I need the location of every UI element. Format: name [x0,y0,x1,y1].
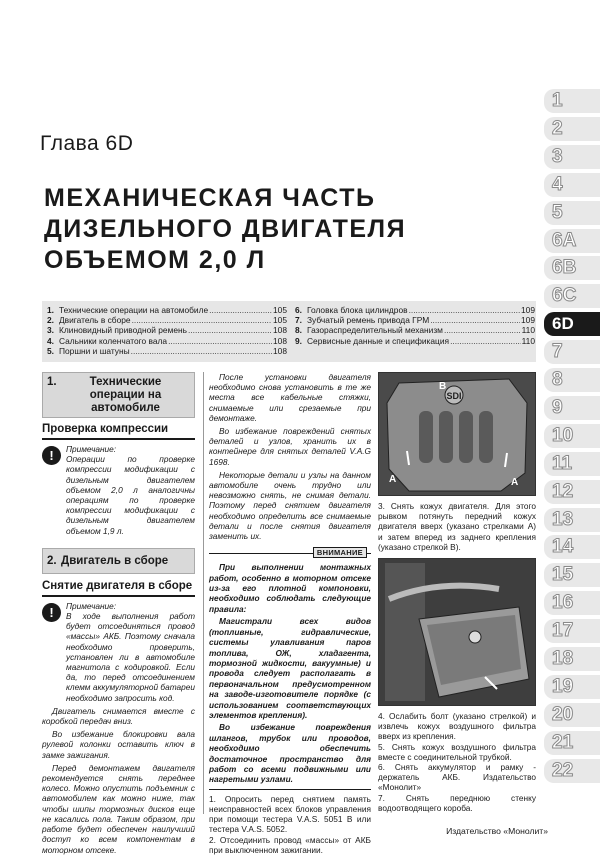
chapter-tab[interactable]: 4 [544,173,600,197]
chapter-tab[interactable]: 2 [544,117,600,141]
paragraph: После установки двигателя необходимо снова установить в те же места все кабельные стяжки, снимаемые или срезаемые при демонтаже. [209,372,371,423]
note [42,444,195,536]
chapter-tab[interactable]: 11 [544,452,600,476]
callout-label: А [511,477,519,488]
toc-title: Двигатель в сборе [59,315,131,326]
callout-label: А [389,474,397,485]
toc-title: Головка блока цилиндров [307,305,408,315]
title-line: ДИЗЕЛЬНОГО ДВИГАТЕЛЯ [44,215,407,243]
chapter-tab[interactable]: 9 [544,396,600,420]
chapter-tab[interactable]: 15 [544,563,600,587]
toc-page: 110 [521,335,535,346]
toc-number: 6. [295,305,302,315]
warning-box [209,553,371,790]
toc-page: 108 [273,335,287,346]
chapter-tab[interactable]: 16 [544,591,600,615]
chapter-tab[interactable]: 6А [544,229,600,253]
toc-page: 105 [273,315,287,326]
toc-page: 109 [521,305,535,315]
toc-number: 7. [295,315,302,326]
warning-title: ВНИМАНИЕ [313,547,367,558]
photo-caption [378,711,536,813]
chapter-tab[interactable]: 1 [544,89,600,113]
chapter-tab[interactable]: 6С [544,284,600,308]
column-3 [378,372,536,813]
paragraph: Во избежание блокировки вала рулевой колонки оставить ключ в замке зажигания. [42,729,195,760]
chapter-tab[interactable]: 12 [544,480,600,504]
toc-left-column [47,305,287,356]
chapter-tab[interactable]: 6D [544,312,600,336]
toc-number: 2. [47,315,54,326]
step: 4. Ослабить болт (указано стрелкой) и извлечь кожух воздушного фильтра вверх из крепления. [378,711,536,742]
note-label: Примечание: [66,444,117,454]
page-title [44,183,406,276]
engine-cover-illustration [379,373,535,495]
paragraph: Перед демонтажем двигателя рекомендуется снять переднее колесо. Можно опустить подъемник с автомобилем как можно ниже, так чтобы шипы тормозных дисков еще не касались пола. Таким образом, при работе будет обеспечен наилучший доступ ко всем компонентам в моторном отсеке. [42,762,195,855]
toc-item[interactable] [295,336,535,346]
section-title: Двигатель в сборе [61,554,169,567]
section-number: 2. [47,554,57,567]
warning-paragraph: Магистрали всех видов (топливные, гидравлические, системы улавливания паров топлива, ОЖ, хладагента, тормозной жидкости, вакуумные) и провода следует располагать в первоначальном предусмотренном на заводе-изготовителе порядке (с использованием соответствующих элементов крепления). [209,616,371,720]
section-title: Технические операции на автомобиле [89,376,162,414]
chapter-tab[interactable]: 18 [544,647,600,671]
title-line: МЕХАНИЧЕСКАЯ ЧАСТЬ [44,184,376,212]
section-number: 1. [47,376,57,388]
chapter-tab[interactable]: 6В [544,256,600,280]
chapter-tab[interactable]: 21 [544,731,600,755]
engine-cover-photo [378,372,536,496]
chapter-tab[interactable]: 19 [544,675,600,699]
toc-page: 105 [273,305,287,315]
subsection-heading: Снятие двигателя в сборе [42,580,195,597]
note-label: Примечание: [66,600,117,611]
toc-item[interactable] [47,346,287,356]
step: 2. Отсоединить провод «массы» от АКБ при выключенном зажигании. [209,834,371,855]
chapter-tab[interactable]: 22 [544,759,600,783]
photo-caption: 3. Снять кожух двигателя. Для этого рывком потянуть передний кожух двигателя вверх (указано стрелками А) и затем вперед из заднего крепления (указано стрелкой В). [378,501,536,552]
toc-number: 3. [47,325,54,336]
toc-right-column [295,305,535,346]
info-icon: ! [42,446,61,465]
section-heading [42,372,195,418]
toc-title: Зубчатый ремень привода ГРМ [307,315,430,326]
toc-page: 108 [273,345,287,356]
info-icon: ! [42,603,61,622]
toc-number: 8. [295,325,302,336]
chapter-tab[interactable]: 14 [544,535,600,559]
toc-item[interactable] [47,336,287,346]
chapter-tab[interactable]: 7 [544,340,600,364]
toc-item[interactable] [295,305,535,315]
toc-number: 5. [47,345,54,356]
chapter-tab[interactable]: 10 [544,424,600,448]
step: 1. Опросить перед снятием память неисправностей всех блоков управления при помощи тестера V.A.S. 5051 В или тестера V.A.S. 5052. [209,793,371,835]
toc-page: 108 [273,325,287,336]
paragraph: Некоторые детали и узлы на данном автомобиле очень трудно или невозможно снять, не снимая детали. Поэтому перед снятием двигателя необходимо определить все снимаемые детали и после снятия двигателя заменить их. [209,469,371,542]
callout-label: В [439,381,447,392]
toc-title: Технические операции на автомобиле [59,305,209,315]
toc-number: 9. [295,335,302,346]
toc-page: 109 [521,315,535,326]
step: 5. Снять кожух воздушного фильтра вместе с соединительной трубкой. [378,741,536,762]
toc-number: 4. [47,335,54,346]
air-filter-photo [378,558,536,706]
column-2 [209,372,371,855]
note-body: В ходе выполнения работ будет отсоединяться провод «массы» АКБ. Поэтому сначала необходимо проверить, установлен ли в автомобиле магнитола с кодировкой. Если да, то перед отсоединением клемм аккумуляторной батареи необходимо запросить код. [66,611,195,703]
toc-title: Сальники коленчатого вала [59,335,168,346]
toc-item[interactable] [47,315,287,325]
table-of-contents [42,301,536,362]
chapter-label: Глава 6D [40,132,134,155]
chapter-tab[interactable]: 8 [544,368,600,392]
toc-title: Сервисные данные и спецификация [307,335,450,346]
step-list [209,794,371,855]
step: 6. Снять аккумулятор и рамку - держатель АКБ. Издательство «Монолит» [378,762,536,793]
paragraph: Во избежание повреждений снятых деталей и узлов, хранить их в контейнере для снятых деталей V.A.G 1698. [209,426,371,467]
toc-title: Поршни и шатуны [59,345,130,356]
chapter-tab[interactable]: 13 [544,508,600,532]
toc-title: Газораспределительный механизм [307,325,443,336]
step: 7. Снять переднюю стенку водоотводящего короба. [378,792,536,813]
toc-page: 110 [521,325,535,336]
toc-item[interactable] [47,305,287,315]
engine-logo-text: SDI [446,391,462,401]
note-body: Операции по проверке компрессии модификации с дизельным двигателем объемом 2,0 л аналогичны операциям по проверке компрессии модификации с дизельным двигателем объемом 1,9 л. [66,454,195,536]
warning-block [209,548,371,790]
air-filter-illustration [379,559,535,705]
title-line: ОБЪЕМОМ 2,0 Л [44,246,266,274]
section-heading [42,548,195,574]
column-divider [203,372,204,814]
warning-paragraph: При выполнении монтажных работ, особенно в моторном отсеке из-за его плотной компоновки, необходимо соблюдать следующие правила: [209,562,371,614]
column-1 [42,372,195,855]
toc-item[interactable] [295,315,535,325]
footer-publisher: Издательство «Монолит» [446,826,548,836]
chapter-tab[interactable]: 17 [544,619,600,643]
paragraph: Двигатель снимается вместе с коробкой передач вниз. [42,705,195,727]
toc-title: Клиновидный приводной ремень [59,325,187,336]
chapter-tab[interactable]: 3 [544,145,600,169]
toc-item[interactable] [47,325,287,335]
chapter-tab[interactable]: 5 [544,201,600,225]
chapter-tab[interactable]: 20 [544,703,600,727]
note [42,601,195,703]
toc-item[interactable] [295,325,535,335]
warning-paragraph: Во избежание повреждения шлангов, трубок или проводов, необходимо обеспечить достаточное пространство для работ со всеми подвижными или нагретыми узлами. [209,722,371,785]
subsection-heading: Проверка компрессии [42,423,195,440]
toc-number: 1. [47,305,54,315]
